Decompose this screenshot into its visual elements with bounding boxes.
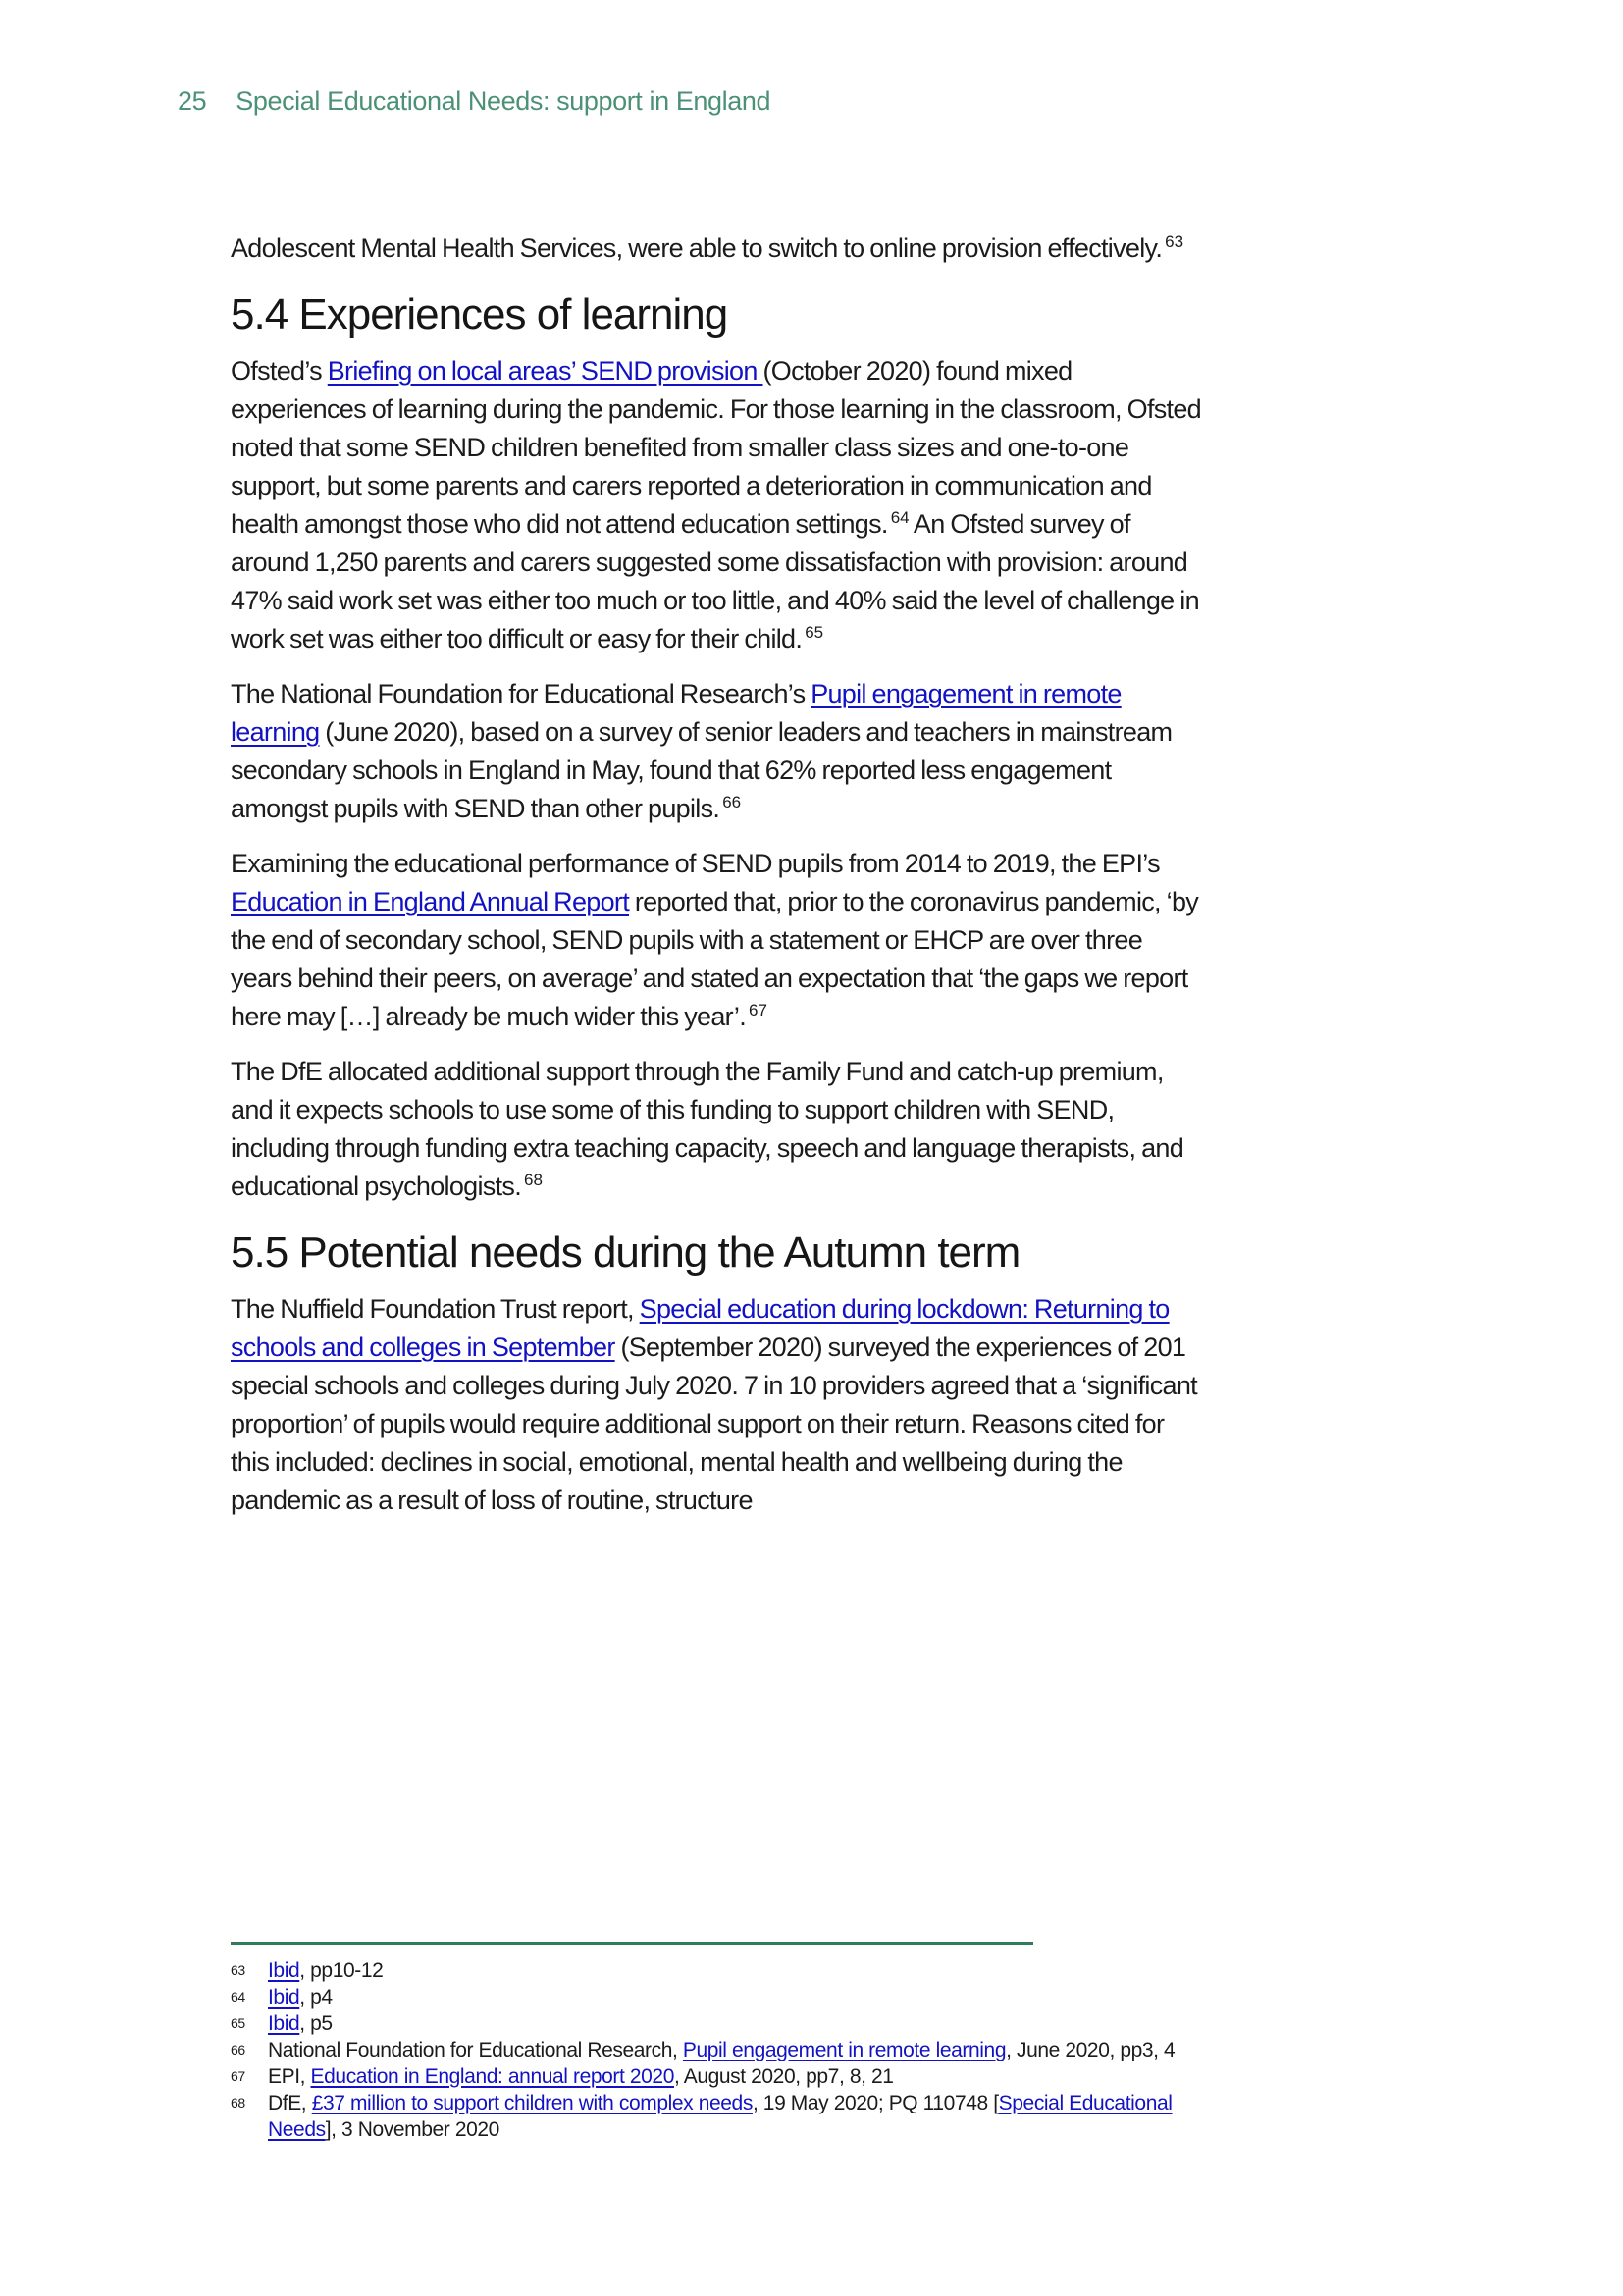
text-run: reported that, prior to the coronavirus pandemic, ‘by the end of secondary school, SEND pupils with a statement or EHCP are over three years behind their peers, on average’ and stated an expectation that ‘the gaps we report here may […] already be much wider this year’. bbox=[231, 887, 1199, 1031]
footnote-text bbox=[268, 1984, 1180, 2010]
text-run: , June 2020, pp3, 4 bbox=[1006, 2039, 1176, 2061]
footnote-ref: 66 bbox=[722, 793, 742, 811]
footnote-separator bbox=[231, 1942, 1033, 1945]
body-paragraph bbox=[231, 230, 1202, 268]
text-run: National Foundation for Educational Research, bbox=[268, 2039, 683, 2061]
footnote-number: 68 bbox=[231, 2095, 245, 2111]
footnote-ref: 68 bbox=[524, 1171, 543, 1189]
footnote-ref: 65 bbox=[805, 623, 824, 642]
inline-link[interactable]: Ibid bbox=[268, 1959, 300, 1982]
inline-link[interactable]: £37 million to support children with complex needs bbox=[311, 2092, 753, 2114]
inline-link[interactable]: Briefing on local areas’ SEND provision bbox=[327, 356, 763, 386]
footnote bbox=[231, 1984, 1202, 2010]
body-paragraph bbox=[231, 675, 1202, 828]
footnote-text bbox=[268, 2010, 1180, 2037]
page-header bbox=[178, 86, 770, 117]
text-run: An Ofsted survey of around 1,250 parents and carers suggested some dissatisfaction with provision: around 47% said work set was either too much or too little, and 40% said the level of challenge in work set was either too difficult or easy for their child. bbox=[231, 509, 1199, 653]
footnote-number: 66 bbox=[231, 2042, 245, 2058]
text-run: Ofsted’s bbox=[231, 356, 328, 386]
footnote bbox=[231, 2037, 1202, 2063]
text-run: The Nuffield Foundation Trust report, bbox=[231, 1294, 640, 1324]
footnote-text bbox=[268, 2090, 1180, 2143]
text-run: Examining the educational performance of SEND pupils from 2014 to 2019, the EPI’s bbox=[231, 849, 1160, 878]
text-run: (September 2020) surveyed the experiences of 201 special schools and colleges during July 2020. 7 in 10 providers agreed that a ‘significant proportion’ of pupils would require additional support on their return. Reasons cited for this included: declines in social, emotional, mental health and wellbeing during the pandemic as a result of loss of routine, structure bbox=[231, 1332, 1197, 1515]
text-run: (June 2020), based on a survey of senior leaders and teachers in mainstream secondary schools in England in May, found that 62% reported less engagement amongst pupils with SEND than other pupils. bbox=[231, 717, 1173, 823]
footnote-text bbox=[268, 2063, 1180, 2090]
footnote-list bbox=[231, 1957, 1202, 2143]
footnote-ref: 64 bbox=[890, 508, 910, 527]
body-paragraph bbox=[231, 1290, 1202, 1520]
body-paragraph bbox=[231, 845, 1202, 1036]
document-body bbox=[231, 230, 1202, 1537]
inline-link[interactable]: Pupil engagement in remote learning bbox=[231, 679, 1122, 747]
body-paragraph bbox=[231, 352, 1202, 658]
footnote bbox=[231, 2010, 1202, 2037]
section-heading: 5.5 Potential needs during the Autumn term bbox=[231, 1228, 1021, 1277]
text-run: , p4 bbox=[299, 1986, 333, 2009]
body-paragraph bbox=[231, 1053, 1202, 1206]
text-run: (October 2020) found mixed experiences of learning during the pandemic. For those learning in the classroom, Ofsted noted that some SEND children benefited from smaller class sizes and one-to-one support, but some parents and carers reported a deterioration in communication and health amongst those who did not attend education settings. bbox=[231, 356, 1201, 539]
inline-link[interactable]: Education in England: annual report 2020 bbox=[310, 2065, 674, 2088]
footnote-ref: 67 bbox=[749, 1001, 767, 1019]
section-heading: 5.4 Experiences of learning bbox=[231, 290, 728, 339]
text-run: , 19 May 2020; PQ 110748 [ bbox=[752, 2092, 999, 2114]
footnote-ref: 63 bbox=[1165, 233, 1184, 251]
text-run: , August 2020, pp7, 8, 21 bbox=[674, 2065, 894, 2088]
text-run: DfE, bbox=[268, 2092, 312, 2114]
text-run: Adolescent Mental Health Services, were able to switch to online provision effectively. bbox=[231, 234, 1163, 263]
footnote bbox=[231, 1957, 1202, 1984]
footnote-number: 64 bbox=[231, 1989, 245, 2005]
footnote bbox=[231, 2063, 1202, 2090]
running-title: Special Educational Needs: support in England bbox=[236, 86, 771, 116]
inline-link[interactable]: Ibid bbox=[268, 1986, 300, 2009]
inline-link[interactable]: Special Educational Needs bbox=[268, 2092, 1173, 2141]
inline-link[interactable]: Special education during lockdown: Returning to schools and colleges in September bbox=[231, 1294, 1170, 1362]
text-run: , pp10-12 bbox=[299, 1959, 384, 1982]
footnote-number: 63 bbox=[231, 1962, 245, 1978]
page-number: 25 bbox=[178, 86, 207, 116]
text-run: The National Foundation for Educational Research’s bbox=[231, 679, 812, 708]
text-run: EPI, bbox=[268, 2065, 311, 2088]
text-run: , p5 bbox=[299, 2012, 333, 2035]
inline-link[interactable]: Pupil engagement in remote learning bbox=[682, 2039, 1007, 2061]
text-run: The DfE allocated additional support through the Family Fund and catch-up premium, and it expects schools to use some of this funding to support children with SEND, including through funding extra teaching capacity, speech and language therapists, and educational psychologists. bbox=[231, 1057, 1184, 1201]
footnote-text bbox=[268, 1957, 1180, 1984]
footnote-number: 65 bbox=[231, 2015, 245, 2031]
inline-link[interactable]: Education in England Annual Report bbox=[231, 887, 630, 916]
footnote-number: 67 bbox=[231, 2068, 245, 2084]
inline-link[interactable]: Ibid bbox=[268, 2012, 300, 2035]
footnotes-section bbox=[231, 1942, 1202, 2143]
footnote bbox=[231, 2090, 1202, 2143]
text-run: ], 3 November 2020 bbox=[325, 2118, 499, 2141]
footnote-text bbox=[268, 2037, 1180, 2063]
